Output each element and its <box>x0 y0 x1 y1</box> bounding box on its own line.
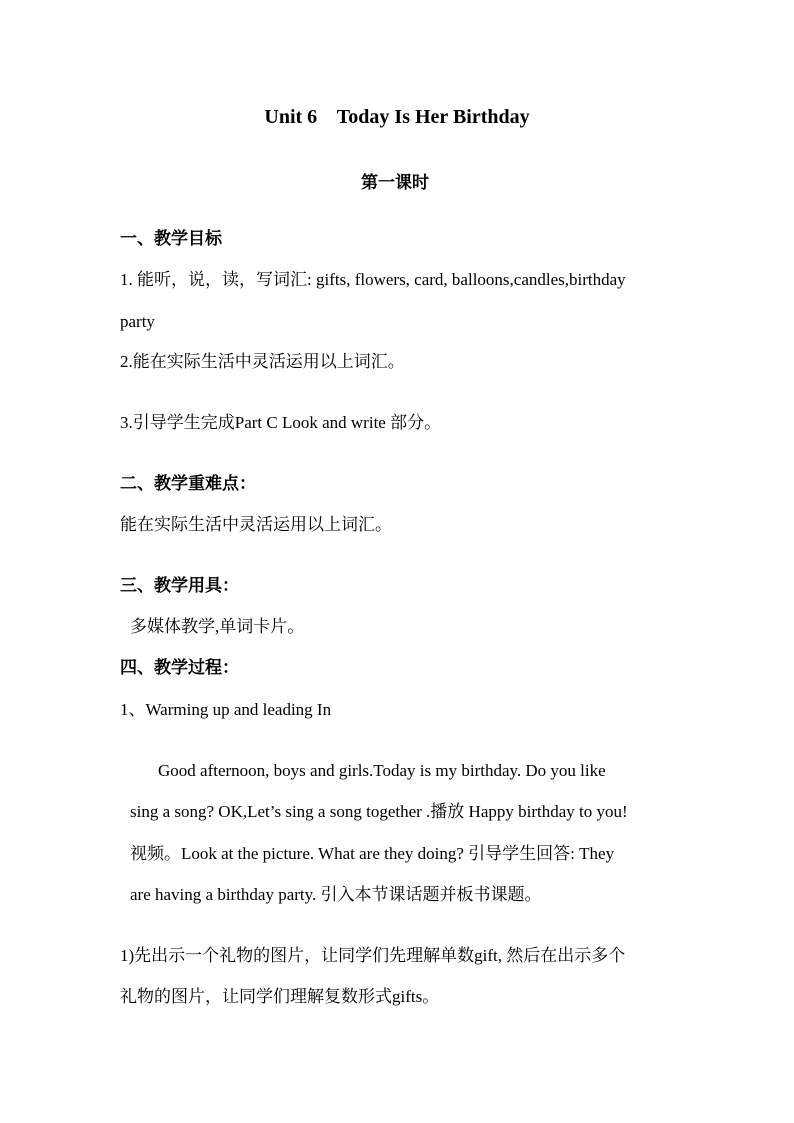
section3-heading: 三、教学用具： <box>120 576 239 595</box>
section3-text: 多媒体教学,单词卡片。 <box>130 617 305 636</box>
step1-paragraph-line3: 视频。Look at the picture. What are they doing? 引导学生回答: They <box>130 844 615 863</box>
section1-heading: 一、教学目标 <box>120 229 222 248</box>
section2-text: 能在实际生活中灵活运用以上词汇。 <box>120 515 392 534</box>
objective-1-line1: 1. 能听，说，读，写词汇: gifts, flowers, card, balloons,candles,birthday <box>120 270 626 289</box>
step1-paragraph-line1: Good afternoon, boys and girls.Today is my birthday. Do you like <box>158 761 606 780</box>
substep1-line1: 1)先出示一个礼物的图片，让同学们先理解单数gift, 然后在出示多个 <box>120 946 626 965</box>
document-title: Unit 6 Today Is Her Birthday <box>264 106 530 128</box>
substep1-line2: 礼物的图片，让同学们理解复数形式gifts。 <box>120 987 440 1006</box>
step1-title: 1、Warming up and leading In <box>120 700 332 719</box>
section2-heading: 二、教学重难点： <box>120 474 256 493</box>
objective-3: 3.引导学生完成Part C Look and write 部分。 <box>120 413 442 432</box>
lesson-label: 第一课时 <box>361 173 429 192</box>
step1-paragraph-line4: are having a birthday party. 引入本节课话题并板书课题。 <box>130 885 542 904</box>
objective-1-line2: party <box>120 312 155 331</box>
objective-2: 2.能在实际生活中灵活运用以上词汇。 <box>120 352 405 371</box>
step1-paragraph-line2: sing a song? OK,Let’s sing a song together .播放 Happy birthday to you! <box>130 802 628 821</box>
section4-heading: 四、教学过程： <box>120 658 239 677</box>
